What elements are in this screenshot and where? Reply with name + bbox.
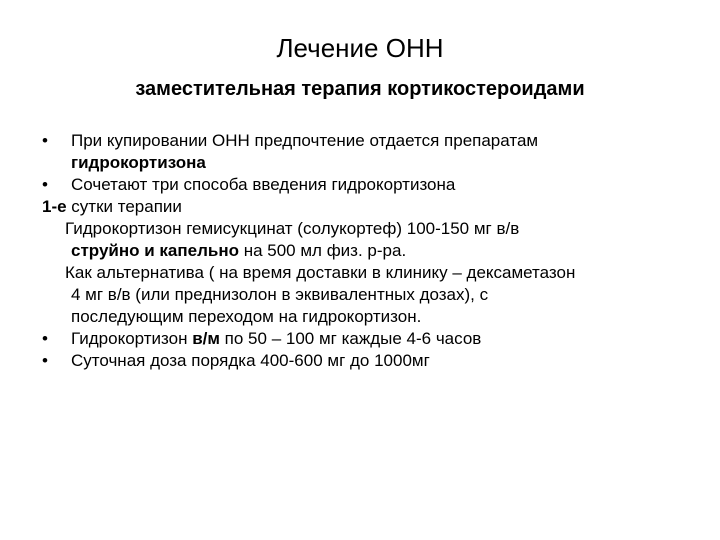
day-heading (42, 196, 702, 218)
bullet-item-4 (42, 350, 702, 372)
slide-subtitle: заместительная терапия кортикостероидами (135, 78, 585, 100)
bullet-text: по 50 – 100 мг каждые 4-6 часов (219, 329, 482, 348)
paragraph-text: Как альтернатива ( на время доставки в клинику – дексаметазон (65, 263, 576, 282)
alternative-paragraph-line-2 (42, 284, 702, 306)
bullet-marker: • (42, 175, 48, 194)
bullet-text: Суточная доза порядка 400-600 мг до 1000мг (71, 351, 430, 370)
hydrocortisone-paragraph-continuation (42, 240, 702, 262)
slide-title: Лечение ОНН (276, 33, 444, 63)
bullet-marker: • (42, 329, 48, 348)
bullet-text-bold: в/м (192, 329, 220, 348)
bullet-item-1 (42, 130, 702, 152)
bullet-text: При купировании ОНН предпочтение отдается препаратам (71, 131, 539, 150)
bullet-item-3 (42, 328, 702, 350)
paragraph-text: Гидрокортизон гемисукцинат (солукортеф) 100-150 мг в/в (65, 219, 520, 238)
alternative-paragraph-line-3 (42, 306, 702, 328)
paragraph-text: 4 мг в/в (или преднизолон в эквивалентных дозах), с (71, 285, 489, 304)
paragraph-text: на 500 мл физ. р-ра. (238, 241, 407, 260)
day-label: 1-е (42, 197, 67, 216)
bullet-text-bold: гидрокортизона (71, 153, 206, 172)
paragraph-text: последующим переходом на гидрокортизон. (71, 307, 422, 326)
hydrocortisone-paragraph (42, 218, 702, 240)
bullet-item-2 (42, 174, 702, 196)
bullet-text: Сочетают три способа введения гидрокортизона (71, 175, 456, 194)
bullet-item-1-continuation (42, 152, 702, 174)
alternative-paragraph (42, 262, 702, 284)
bullet-text: Гидрокортизон (71, 329, 193, 348)
paragraph-text-bold: струйно и капельно (71, 241, 239, 260)
bullet-marker: • (42, 351, 48, 370)
bullet-marker: • (42, 131, 48, 150)
slide-body (42, 130, 702, 372)
day-text: сутки терапии (66, 197, 182, 216)
